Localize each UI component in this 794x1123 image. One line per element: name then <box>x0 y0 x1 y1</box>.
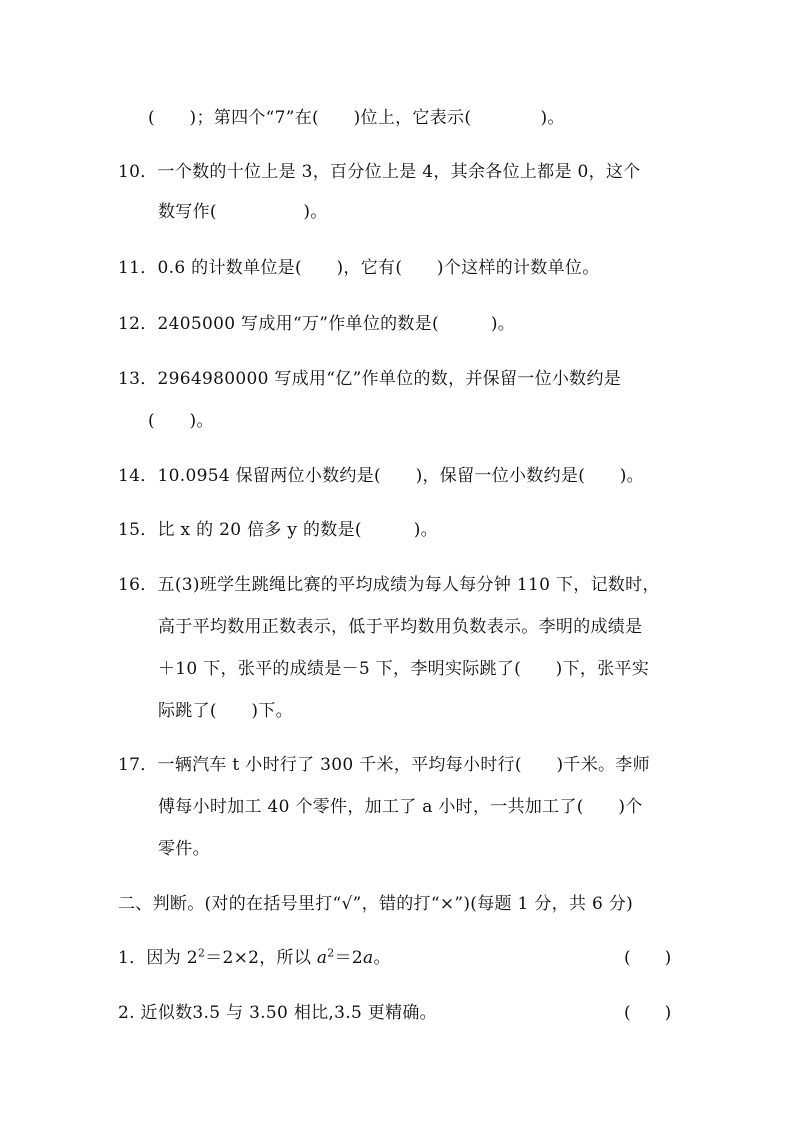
judge-1-exponent-2: 2 <box>327 946 335 960</box>
question-15: 15．比 x 的 20 倍多 y 的数是( )。 <box>118 520 438 540</box>
judge-1-number: 1． <box>118 948 147 968</box>
question-11: 11．0.6 的计数单位是( )，它有( )个这样的计数单位。 <box>118 258 600 278</box>
question-17-line-3: 零件。 <box>158 839 210 859</box>
judge-question-1 <box>118 946 391 970</box>
question-10-line-1: 10．一个数的十位上是 3，百分位上是 4，其余各位上都是 0，这个 <box>118 162 641 182</box>
question-13-line-1: 13．2964980000 写成用“亿”作单位的数，并保留一位小数约是 <box>118 369 622 389</box>
judge-1-pre: 因为 2 <box>146 948 198 968</box>
question-16-line-3: ＋10 下，张平的成绩是－5 下，李明实际跳了( )下，张平实 <box>158 659 650 679</box>
question-13-line-2: ( )。 <box>148 411 214 431</box>
continued-question-line: ( )；第四个“7”在( )位上，它表示( )。 <box>148 108 565 128</box>
question-12: 12．2405000 写成用“万”作单位的数是( )。 <box>118 314 516 334</box>
question-16-line-1: 16．五(3)班学生跳绳比赛的平均成绩为每人每分钟 110 下，记数时， <box>118 575 660 595</box>
judge-1-end: 。 <box>373 948 391 968</box>
judge-question-2: 2. 近似数3.5 与 3.50 相比,3.5 更精确。 <box>118 1003 437 1023</box>
question-10-line-2: 数写作( )。 <box>158 202 328 222</box>
section-2-heading: 二、判断。(对的在括号里打“√”，错的打“×”)(每题 1 分，共 6 分) <box>118 894 634 914</box>
judge-1-post: ＝2 <box>334 948 364 968</box>
judge-1-variable-2: a <box>363 948 374 968</box>
question-16-line-2: 高于平均数用正数表示，低于平均数用负数表示。李明的成绩是 <box>158 617 643 637</box>
question-17-line-2: 傅每小时加工 40 个零件，加工了 a 小时，一共加工了( )个 <box>158 797 643 817</box>
judge-1-answer-blank[interactable]: ( ) <box>624 948 672 968</box>
judge-1-exponent-1: 2 <box>197 946 206 960</box>
judge-2-answer-blank[interactable]: ( ) <box>624 1003 672 1023</box>
question-17-line-1: 17．一辆汽车 t 小时行了 300 千米，平均每小时行( )千米。李师 <box>118 755 650 775</box>
question-16-line-4: 际跳了( )下。 <box>158 701 293 721</box>
judge-1-variable: a <box>316 948 328 968</box>
judge-1-mid: ＝2×2，所以 <box>205 948 317 968</box>
question-14: 14．10.0954 保留两位小数约是( )，保留一位小数约是( )。 <box>118 466 644 486</box>
